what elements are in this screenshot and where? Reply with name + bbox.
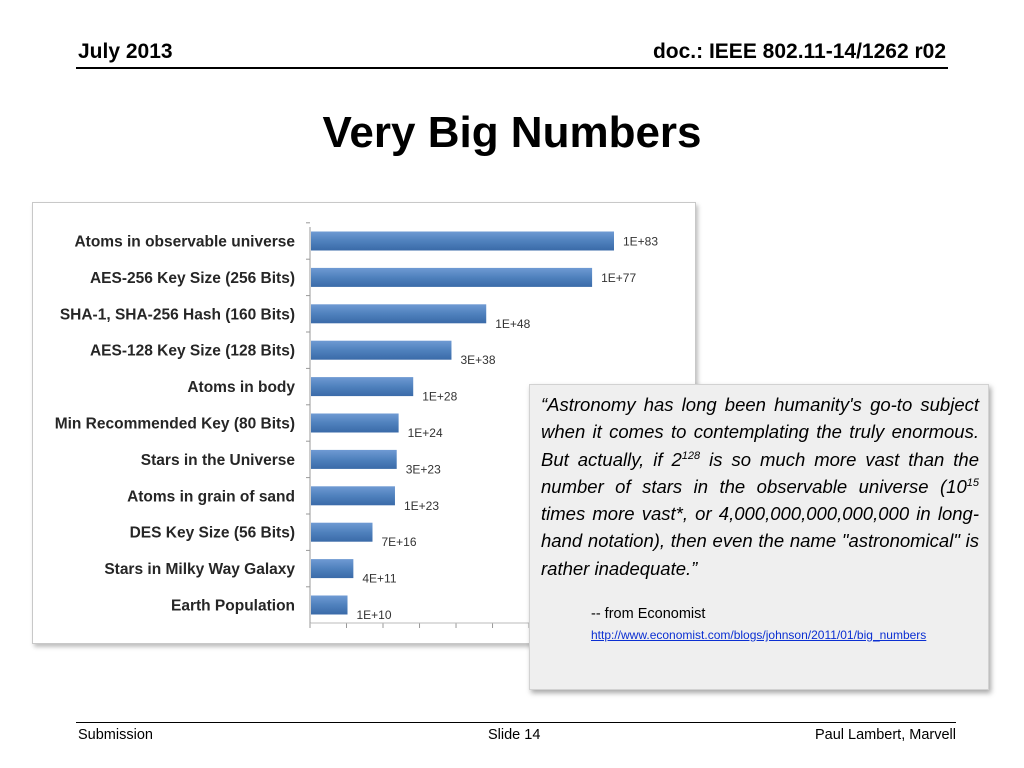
- data-label: 4E+11: [362, 571, 397, 586]
- data-label: 1E+83: [623, 234, 659, 249]
- bar: [311, 450, 397, 469]
- data-label: 1E+77: [601, 270, 637, 285]
- y-tick-label: Earth Population: [171, 597, 295, 615]
- quote-text-close: times more vast*, or 4,000,000,000,000,000 in long-hand notation), then even the name "astronomical" is rather inadequate.”: [541, 503, 979, 579]
- bar: [311, 523, 372, 542]
- bar: [311, 596, 348, 615]
- quote-source: -- from Economist: [591, 606, 706, 623]
- data-label: 3E+38: [460, 353, 496, 368]
- quote-exponent-15: 15: [966, 476, 979, 489]
- y-tick-label: Atoms in observable universe: [74, 233, 295, 251]
- y-tick-label: DES Key Size (56 Bits): [129, 524, 295, 542]
- data-label: 3E+23: [405, 462, 441, 477]
- quote-exponent-128: 128: [681, 449, 701, 462]
- data-label: 7E+16: [381, 535, 417, 550]
- economist-link[interactable]: http://www.economist.com/blogs/johnson/2011/01/big_numbers: [591, 628, 927, 643]
- slide-title: Very Big Numbers: [322, 108, 702, 157]
- header-divider: [76, 67, 948, 69]
- data-label: 1E+28: [422, 389, 458, 404]
- bar: [311, 559, 353, 578]
- y-tick-label: Stars in the Universe: [140, 451, 295, 469]
- bar: [311, 341, 451, 360]
- bar: [311, 414, 399, 433]
- footer-divider: [76, 722, 956, 723]
- header-date: July 2013: [78, 40, 173, 63]
- quote-text-open: “Astronomy has long been humanity's go-to subject when it comes to contemplating the truly enormous. But actually, if 2: [541, 394, 979, 470]
- y-tick-label: SHA-1, SHA-256 Hash (160 Bits): [59, 306, 295, 324]
- quote-text: [541, 391, 979, 582]
- quote-text-mid: is so much more vast than the number of stars in the observable universe (10: [541, 448, 979, 497]
- footer-slide-number: Slide 14: [488, 727, 541, 743]
- bar: [311, 377, 413, 396]
- y-tick-label: AES-128 Key Size (128 Bits): [89, 342, 295, 360]
- bar: [311, 486, 395, 505]
- data-label: 1E+10: [356, 608, 392, 622]
- y-tick-label: Atoms in grain of sand: [127, 488, 295, 506]
- y-tick-label: Atoms in body: [187, 379, 295, 397]
- data-label: 1E+24: [407, 426, 443, 440]
- quote-box: [529, 384, 989, 690]
- bar: [311, 304, 486, 323]
- header-doc-id: doc.: IEEE 802.11-14/1262 r02: [652, 40, 946, 63]
- y-tick-label: Min Recommended Key (80 Bits): [54, 415, 295, 433]
- y-tick-label: AES-256 Key Size (256 Bits): [89, 269, 295, 287]
- bar: [311, 268, 592, 287]
- footer-author: Paul Lambert, Marvell: [814, 727, 956, 743]
- footer-submission: Submission: [78, 727, 153, 743]
- data-label: 1E+48: [495, 316, 531, 331]
- data-label: 1E+23: [403, 498, 440, 513]
- bar: [311, 232, 614, 251]
- y-tick-label: Stars in Milky Way Galaxy: [104, 561, 295, 579]
